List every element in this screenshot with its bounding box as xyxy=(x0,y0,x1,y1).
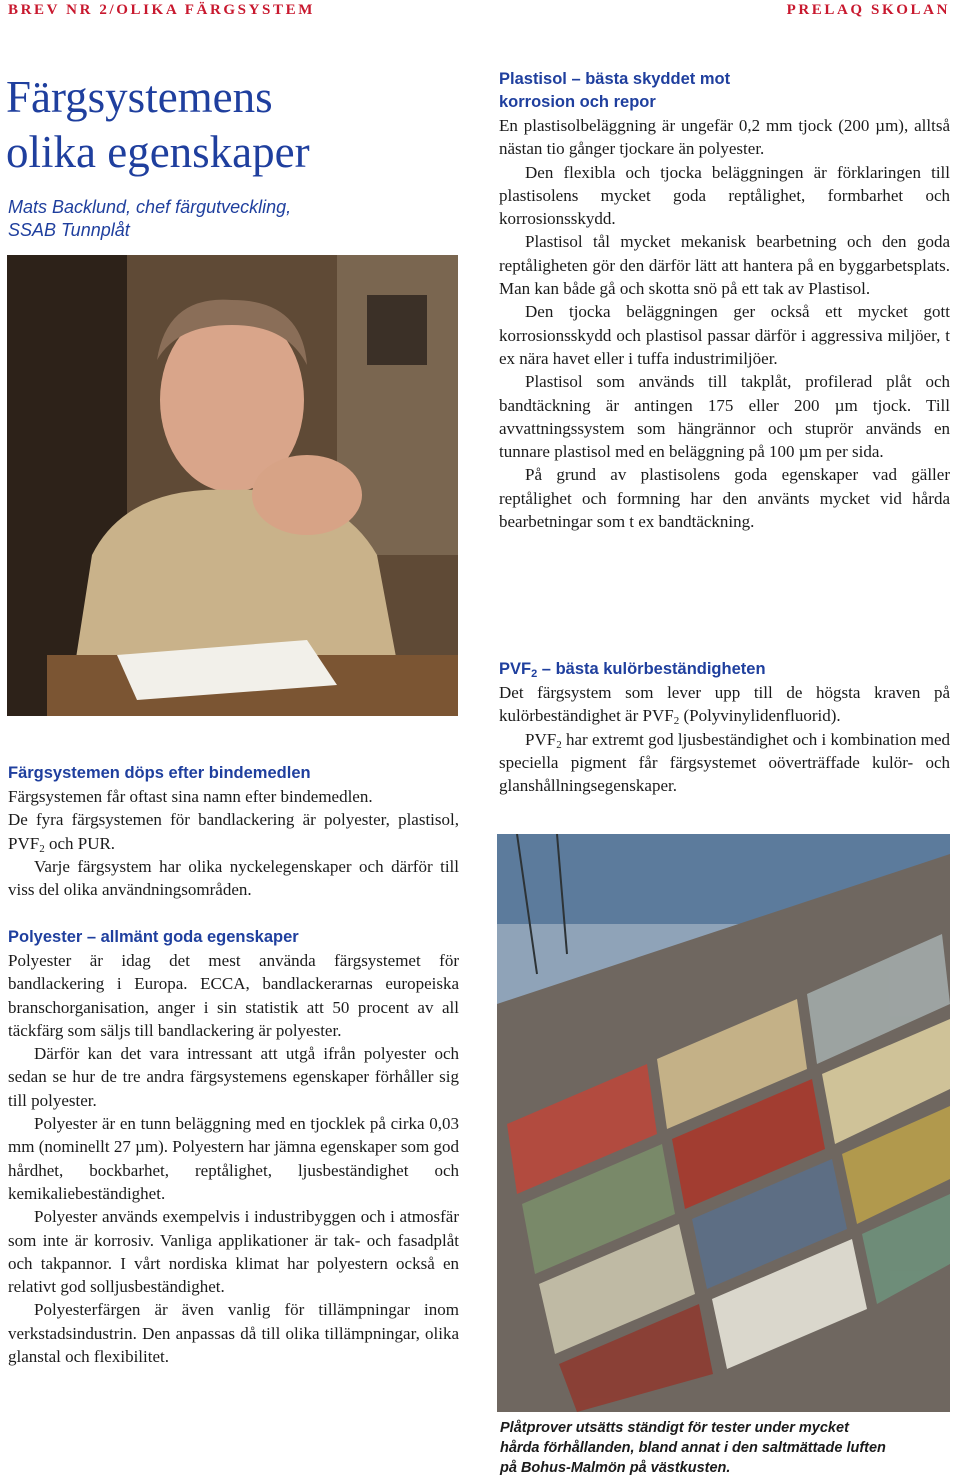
title-line-1: Färgsystemens xyxy=(6,72,273,122)
author-line-2: SSAB Tunnplåt xyxy=(8,220,130,240)
polyester-heading: Polyester – allmänt goda egenskaper xyxy=(8,928,299,946)
section-polyester xyxy=(8,926,459,1368)
author-portrait-photo xyxy=(7,255,458,716)
pvf2-p1-post: (Polyvinylidenfluorid). xyxy=(679,706,841,726)
plastisol-paragraph-6: På grund av plastisolens goda egenskaper vad gäller reptålighet och formning har den använts mycket vid hårda bearbetningar som t ex bandtäckning. xyxy=(499,465,950,532)
binders-paragraph-1: Färgsystemen får oftast sina namn efter bindemedlen. xyxy=(8,787,373,806)
binders-p2-post: och PUR. xyxy=(44,833,116,853)
section-pvf2 xyxy=(499,658,950,797)
plastisol-paragraph-1: En plastisolbeläggning är ungefär 0,2 mm tjock (200 µm), alltså nästan tio gånger tjockare än polyester. xyxy=(499,116,950,159)
plastisol-heading-line-1: Plastisol – bästa skyddet mot xyxy=(499,70,731,88)
binders-paragraph-3: Varje färgsystem har olika nyckelegenskaper och därför till viss del olika användningsområden. xyxy=(8,856,459,900)
pvf2-p2-post: har extremt god ljusbeständighet och i kombination med speciella pigment får färgsystemet oöverträffade kulör- och glanshållningsegenskaper. xyxy=(499,729,950,796)
polyester-paragraph-3: Polyester är en tunn beläggning med en tjocklek på cirka 0,03 mm (nominellt 27 µm). Polyestern har jämna egenskaper som god hårdhet, bockbarhet, reptålighet, ljusbeständighet och kemikaliebeständighet. xyxy=(8,1114,459,1203)
section-plastisol xyxy=(499,68,950,533)
plastisol-paragraph-3: Plastisol tål mycket mekanisk bearbetning och den goda reptåligheten gör den därför lätt att hantera på en byggarbetsplats. Man kan både gå och skotta snö på ett tak av Plastisol. xyxy=(499,232,950,299)
pvf2-p2-pre: PVF xyxy=(525,729,557,749)
author-byline xyxy=(8,196,478,242)
running-header-left: BREV NR 2/OLIKA FÄRGSYSTEM xyxy=(8,2,315,18)
binders-paragraph-2 xyxy=(8,808,459,855)
pvf2-paragraph-1 xyxy=(499,681,950,728)
pvf2-p1-pre: Det färgsystem som lever upp till de högsta kraven på kulörbeständighet är PVF xyxy=(499,683,950,726)
plastisol-paragraph-4: Den tjocka beläggningen ger också ett mycket gott korrosionsskydd och plastisol passar därför i aggressiva miljöer, t ex nära havet eller i tuffa industrimiljöer. xyxy=(499,302,950,368)
plastisol-heading xyxy=(499,68,950,114)
binders-p2-sub: 2 xyxy=(39,842,45,855)
author-line-1: Mats Backlund, chef färgutveckling, xyxy=(8,197,292,217)
pvf2-heading-pre: PVF xyxy=(499,660,532,678)
pvf2-heading-post: – bästa kulörbeständigheten xyxy=(537,660,766,678)
plastisol-heading-line-2: korrosion och repor xyxy=(499,93,656,111)
binders-heading: Färgsystemen döps efter bindemedlen xyxy=(8,764,311,782)
title-line-2: olika egenskaper xyxy=(6,127,310,177)
article-title xyxy=(6,70,476,180)
pvf2-p2-sub: 2 xyxy=(556,738,562,751)
polyester-paragraph-5: Polyesterfärgen är även vanlig för tillämpningar inom verkstadsindustrin. Den anpassas då till olika tillämpningar, olika glanstal och flexibilitet. xyxy=(8,1300,459,1367)
caption-line-2: hårda förhållanden, bland annat i den saltmättade luften xyxy=(500,1440,886,1456)
section-binders xyxy=(8,762,459,901)
test-panels-photo xyxy=(497,834,950,1412)
polyester-paragraph-1: Polyester är idag det mest använda färgsystemet för bandlackering i Europa. ECCA, bandlackerarnas europeiska branschorganisation, anger i sin statistik att 50 procent av all täckfärg som säljs till bandlackering är polyester. xyxy=(8,951,459,1040)
plastisol-paragraph-2: Den flexibla och tjocka beläggningen är förklaringen till plastisolens mycket goda reptålighet, formbarhet och korrosionsskydd. xyxy=(499,162,950,229)
pvf2-heading-sub: 2 xyxy=(531,668,538,680)
polyester-paragraph-2: Därför kan det vara intressant att utgå ifrån polyester och sedan se hur de tre andra färgsystemens egenskaper förhåller sig till polyester. xyxy=(8,1044,459,1110)
pvf2-p1-sub: 2 xyxy=(673,715,680,728)
running-header-right: PRELAQ SKOLAN xyxy=(786,2,950,18)
photo-caption xyxy=(500,1418,950,1478)
caption-line-3: på Bohus-Malmön på västkusten. xyxy=(500,1460,731,1476)
caption-line-1: Plåtprover utsätts ständigt för tester under mycket xyxy=(500,1420,849,1436)
binders-p2-pre: De fyra färgsystemen för bandlackering är polyester, plastisol, PVF xyxy=(8,810,459,853)
pvf2-heading xyxy=(499,658,950,681)
plastisol-paragraph-5: Plastisol som används till takplåt, profilerad plåt och bandtäckning är antingen 175 eller 200 µm tjock. Till avvattningssystem som hängrännor och stuprör används en tunnare plastisol med en beläggning på 100 µm per sida. xyxy=(499,372,950,462)
pvf2-paragraph-2 xyxy=(499,728,950,798)
polyester-paragraph-4: Polyester används exempelvis i industribyggen och i atmosfär som inte är korrosiv. Vanliga applikationer är tak- och fasadplåt och takpannor. I vårt nordiska klimat har polyestern också en relativt god solljusbeständighet. xyxy=(8,1207,459,1297)
